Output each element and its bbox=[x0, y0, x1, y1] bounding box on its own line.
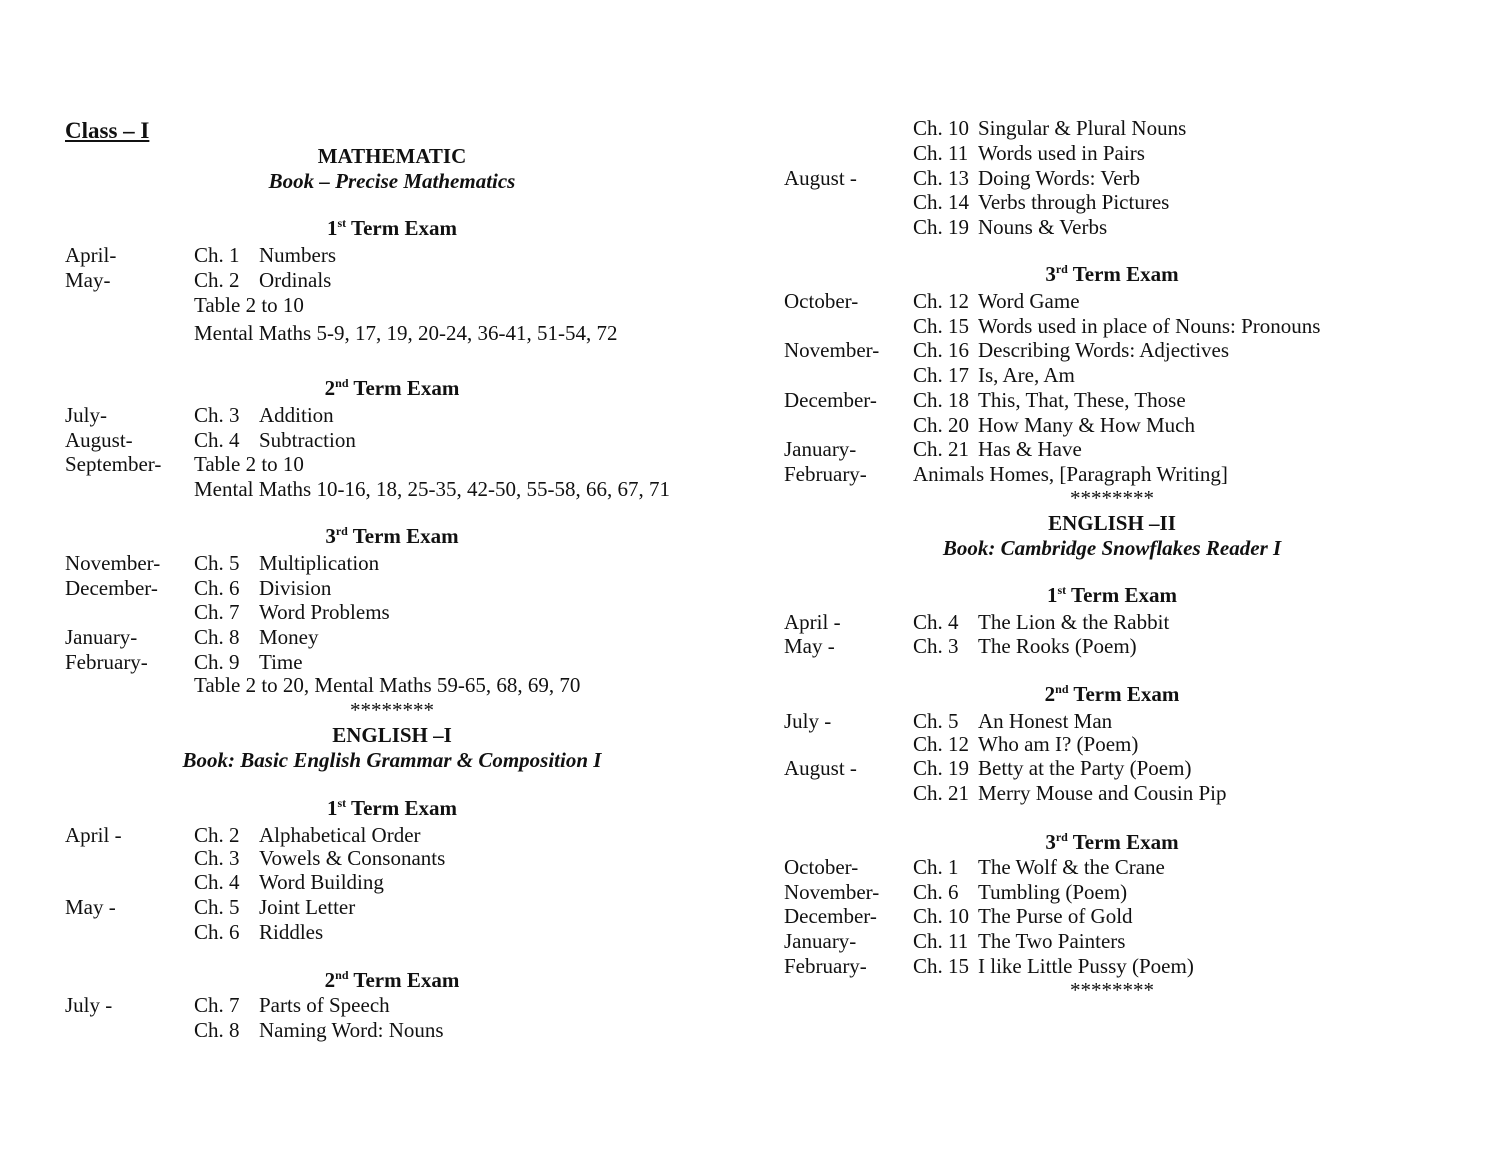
syllabus-note: Table 2 to 20, Mental Maths 59-65, 68, 69, 70 bbox=[194, 673, 581, 697]
english2-book-title: Book: Cambridge Snowflakes Reader I bbox=[942, 536, 1282, 560]
schedule-month: December- bbox=[65, 576, 158, 600]
schedule-month: August - bbox=[784, 756, 857, 780]
chapter-entry: Ch. 19 Nouns & Verbs bbox=[913, 215, 1108, 239]
chapter-entry: Ch. 8 Naming Word: Nouns bbox=[194, 1018, 444, 1042]
schedule-month: July - bbox=[784, 709, 832, 733]
chapter-entry: Ch. 5 An Honest Man bbox=[913, 709, 1113, 733]
schedule-month: May- bbox=[65, 268, 111, 292]
chapter-entry: Ch. 4 Word Building bbox=[194, 870, 384, 894]
schedule-month: January- bbox=[784, 437, 857, 461]
schedule-month: January- bbox=[65, 625, 138, 649]
chapter-entry: Ch. 6 Division bbox=[194, 576, 332, 600]
schedule-month: September- bbox=[65, 452, 162, 476]
syllabus-note: Table 2 to 10 bbox=[194, 293, 304, 317]
math-subject-heading: MATHEMATIC bbox=[317, 144, 467, 168]
chapter-entry: Ch. 15 Words used in place of Nouns: Pronouns bbox=[913, 314, 1321, 338]
schedule-month: February- bbox=[65, 650, 148, 674]
schedule-month: May - bbox=[784, 634, 835, 658]
chapter-entry: Ch. 3 Addition bbox=[194, 403, 334, 427]
syllabus-note: Mental Maths 10-16, 18, 25-35, 42-50, 55-58, 66, 67, 71 bbox=[194, 477, 670, 501]
chapter-entry: Ch. 8 Money bbox=[194, 625, 319, 649]
chapter-entry: Ch. 3 Vowels & Consonants bbox=[194, 846, 446, 870]
chapter-entry: Ch. 2 Ordinals bbox=[194, 268, 332, 292]
schedule-month: November- bbox=[65, 551, 161, 575]
chapter-entry: Ch. 11 Words used in Pairs bbox=[913, 141, 1145, 165]
schedule-month: July - bbox=[65, 993, 113, 1017]
english2-subject-heading: ENGLISH –II bbox=[1048, 511, 1176, 535]
schedule-month: August- bbox=[65, 428, 133, 452]
chapter-entry: Ch. 17 Is, Are, Am bbox=[913, 363, 1075, 387]
math-book-title: Book – Precise Mathematics bbox=[268, 169, 516, 193]
schedule-month: October- bbox=[784, 855, 859, 879]
schedule-month: August - bbox=[784, 166, 857, 190]
chapter-entry: Ch. 20 How Many & How Much bbox=[913, 413, 1195, 437]
chapter-entry: Ch. 15 I like Little Pussy (Poem) bbox=[913, 954, 1194, 978]
schedule-month: April - bbox=[784, 610, 841, 634]
schedule-month: February- bbox=[784, 462, 867, 486]
syllabus-note: Animals Homes, [Paragraph Writing] bbox=[913, 462, 1228, 486]
schedule-month: January- bbox=[784, 929, 857, 953]
chapter-entry: Ch. 14 Verbs through Pictures bbox=[913, 190, 1170, 214]
english2-term3-heading: 3rd Term Exam bbox=[1045, 830, 1179, 854]
chapter-entry: Ch. 19 Betty at the Party (Poem) bbox=[913, 756, 1192, 780]
syllabus-note: Mental Maths 5-9, 17, 19, 20-24, 36-41, 51-54, 72 bbox=[194, 321, 618, 345]
schedule-month: October- bbox=[784, 289, 859, 313]
section-separator: ******** bbox=[350, 698, 434, 722]
schedule-month: April- bbox=[65, 243, 117, 267]
chapter-entry: Ch. 10 The Purse of Gold bbox=[913, 904, 1133, 928]
chapter-entry: Ch. 12 Word Game bbox=[913, 289, 1080, 313]
chapter-entry: Ch. 3 The Rooks (Poem) bbox=[913, 634, 1137, 658]
chapter-entry: Ch. 12 Who am I? (Poem) bbox=[913, 732, 1139, 756]
schedule-month: July- bbox=[65, 403, 107, 427]
math-term3-heading: 3rd Term Exam bbox=[325, 524, 459, 548]
english1-term2-heading: 2nd Term Exam bbox=[324, 968, 460, 992]
math-term1-heading: 1st Term Exam bbox=[326, 216, 457, 240]
schedule-month: November- bbox=[784, 880, 880, 904]
syllabus-note: Table 2 to 10 bbox=[194, 452, 304, 476]
chapter-entry: Ch. 2 Alphabetical Order bbox=[194, 823, 421, 847]
chapter-entry: Ch. 9 Time bbox=[194, 650, 303, 674]
chapter-entry: Ch. 16 Describing Words: Adjectives bbox=[913, 338, 1230, 362]
english1-subject-heading: ENGLISH –I bbox=[332, 723, 452, 747]
chapter-entry: Ch. 21 Has & Have bbox=[913, 437, 1082, 461]
chapter-entry: Ch. 11 The Two Painters bbox=[913, 929, 1126, 953]
chapter-entry: Ch. 4 Subtraction bbox=[194, 428, 356, 452]
schedule-month: February- bbox=[784, 954, 867, 978]
class-title: Class – I bbox=[65, 118, 150, 143]
english1-term3-heading: 3rd Term Exam bbox=[1045, 262, 1179, 286]
chapter-entry: Ch. 13 Doing Words: Verb bbox=[913, 166, 1141, 190]
schedule-month: December- bbox=[784, 388, 877, 412]
schedule-month: April - bbox=[65, 823, 122, 847]
english1-book-title: Book: Basic English Grammar & Composition I bbox=[182, 748, 602, 772]
chapter-entry: Ch. 1 Numbers bbox=[194, 243, 336, 267]
schedule-month: November- bbox=[784, 338, 880, 362]
english1-term1-heading: 1st Term Exam bbox=[326, 796, 457, 820]
chapter-entry: Ch. 5 Joint Letter bbox=[194, 895, 356, 919]
chapter-entry: Ch. 7 Parts of Speech bbox=[194, 993, 390, 1017]
chapter-entry: Ch. 21 Merry Mouse and Cousin Pip bbox=[913, 781, 1227, 805]
chapter-entry: Ch. 6 Riddles bbox=[194, 920, 324, 944]
english2-term2-heading: 2nd Term Exam bbox=[1044, 682, 1180, 706]
chapter-entry: Ch. 18 This, That, These, Those bbox=[913, 388, 1186, 412]
english2-term1-heading: 1st Term Exam bbox=[1046, 583, 1177, 607]
schedule-month: December- bbox=[784, 904, 877, 928]
math-term2-heading: 2nd Term Exam bbox=[324, 376, 460, 400]
section-separator: ******** bbox=[1070, 978, 1154, 1002]
chapter-entry: Ch. 4 The Lion & the Rabbit bbox=[913, 610, 1170, 634]
chapter-entry: Ch. 1 The Wolf & the Crane bbox=[913, 855, 1165, 879]
chapter-entry: Ch. 6 Tumbling (Poem) bbox=[913, 880, 1128, 904]
chapter-entry: Ch. 10 Singular & Plural Nouns bbox=[913, 116, 1187, 140]
schedule-month: May - bbox=[65, 895, 116, 919]
chapter-entry: Ch. 7 Word Problems bbox=[194, 600, 390, 624]
chapter-entry: Ch. 5 Multiplication bbox=[194, 551, 380, 575]
section-separator: ******** bbox=[1070, 486, 1154, 510]
